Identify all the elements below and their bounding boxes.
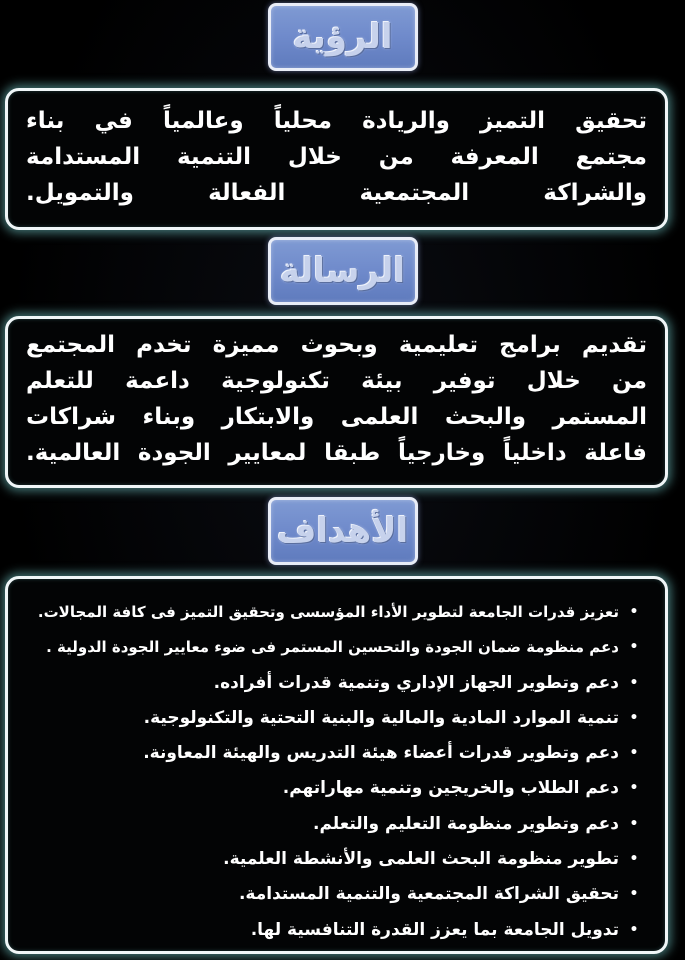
bullet-icon: • bbox=[629, 815, 639, 832]
bullet-icon: • bbox=[629, 745, 639, 762]
vision-title: الرؤية bbox=[292, 17, 393, 57]
goal-text: تطوير منظومة البحث العلمى والأنشطة العلمية. bbox=[223, 849, 619, 870]
vision-line: والشراكة المجتمعية الفعالة والتمويل. bbox=[26, 180, 647, 206]
goals-box bbox=[5, 576, 668, 954]
mission-title-box bbox=[268, 237, 418, 305]
vision-line: مجتمع المعرفة من خلال التنمية المستدامة bbox=[26, 144, 647, 170]
goal-text: تدويل الجامعة بما يعزز القدرة التنافسية لها. bbox=[250, 919, 619, 940]
mission-line: فاعلة داخلياً وخارجياً طبقا لمعايير الجودة العالمية. bbox=[26, 440, 647, 466]
mission-title: الرسالة bbox=[279, 251, 406, 291]
mission-line: المستمر والبحث العلمى والابتكار وبناء شراكات bbox=[26, 404, 647, 430]
goal-item bbox=[32, 771, 641, 806]
goal-item bbox=[32, 595, 641, 630]
goal-text: دعم منظومة ضمان الجودة والتحسين المستمر فى ضوء معايير الجودة الدولية . bbox=[46, 638, 619, 657]
goal-text: تنمية الموارد المادية والمالية والبنية التحتية والتكنولوجية. bbox=[143, 707, 619, 728]
bullet-icon: • bbox=[629, 851, 639, 868]
goal-text: دعم الطلاب والخريجين وتنمية مهاراتهم. bbox=[282, 778, 619, 799]
goal-item bbox=[32, 736, 641, 771]
goal-item bbox=[32, 877, 641, 912]
vision-line: تحقيق التميز والريادة محلياً وعالمياً في بناء bbox=[26, 108, 647, 134]
bullet-icon: • bbox=[629, 886, 639, 903]
goal-text: دعم وتطوير منظومة التعليم والتعلم. bbox=[313, 813, 619, 834]
goals-title: الأهداف bbox=[276, 511, 409, 551]
vision-title-box bbox=[268, 3, 418, 71]
bullet-icon: • bbox=[629, 921, 639, 938]
goal-text: دعم وتطوير الجهاز الإداري وتنمية قدرات أفراده. bbox=[213, 672, 619, 693]
goal-item bbox=[32, 630, 641, 665]
goal-item bbox=[32, 666, 641, 701]
goal-item bbox=[32, 701, 641, 736]
goal-item bbox=[32, 842, 641, 877]
goal-item bbox=[32, 807, 641, 842]
goal-item bbox=[32, 913, 641, 948]
mission-box bbox=[5, 316, 668, 488]
goal-text: دعم وتطوير قدرات أعضاء هيئة التدريس والهيئة المعاونة. bbox=[143, 743, 619, 764]
bullet-icon: • bbox=[629, 674, 639, 691]
bullet-icon: • bbox=[629, 604, 639, 620]
bullet-icon: • bbox=[629, 639, 639, 656]
bullet-icon: • bbox=[629, 780, 639, 797]
goals-list bbox=[32, 595, 641, 948]
mission-line: من خلال توفير بيئة تكنولوجية داعمة للتعلم bbox=[26, 368, 647, 394]
goal-text: تعزيز قدرات الجامعة لتطوير الأداء المؤسسى وتحقيق التميز فى كافة المجالات. bbox=[37, 603, 619, 621]
goal-text: تحقيق الشراكة المجتمعية والتنمية المستدامة. bbox=[238, 884, 619, 905]
goals-title-box bbox=[268, 497, 418, 565]
mission-line: تقديم برامج تعليمية وبحوث مميزة تخدم المجتمع bbox=[26, 332, 647, 358]
vision-box bbox=[5, 88, 668, 230]
vision-text bbox=[26, 103, 647, 211]
bullet-icon: • bbox=[629, 709, 639, 726]
mission-text bbox=[26, 327, 647, 471]
